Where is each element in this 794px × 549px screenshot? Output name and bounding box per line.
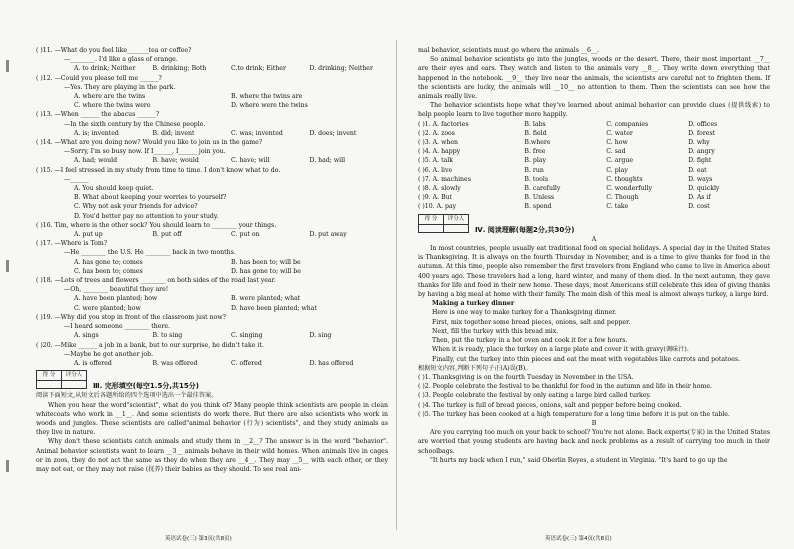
option: D. quickly xyxy=(688,185,720,193)
options xyxy=(36,304,388,313)
binding-mark xyxy=(6,460,9,472)
option: D. fight xyxy=(688,157,712,165)
option: B. play xyxy=(524,157,547,165)
option: B.where xyxy=(524,139,551,147)
option: A. to drink; Neither xyxy=(74,65,136,73)
true-false-item: ( )5. The turkey has been cooked at a high temperature for a long time before it is put on the table. xyxy=(418,410,730,418)
cloze-options xyxy=(418,120,770,212)
option: C. play xyxy=(606,166,628,174)
option: B. Unless xyxy=(524,194,555,202)
question-stem: ( )16. Tim, where is the other sock? You should learn to ________ your things. xyxy=(36,221,277,229)
option: D. had; will xyxy=(309,157,346,165)
paragraph: "It hurts my back when I run," said Oberlin Reyes, a student in Virginia. "It's hard to go up the xyxy=(430,456,728,464)
option: D. have been planted; what xyxy=(231,304,317,312)
cloze-question: ( )4. A. happy xyxy=(418,148,461,156)
paragraph: So animal behavior scientists go into the jungles, woods or the desert. There, their most important __7__ are their eyes and ears. They watch and listen to the animals very __8__. They write down everything that happened in the notebook. __9__ they live near the animals, the scientists are careful not to frighten them. If the scientists are lucky, the animals will __10__ no attention to them. Then the scientists can see how the animals really live. xyxy=(418,56,770,101)
grader-label: 评分人 xyxy=(62,371,87,381)
option: C. offered xyxy=(231,359,262,367)
cloze-question: ( )10. A. pay xyxy=(418,203,457,211)
section-header xyxy=(36,368,388,391)
grader-cell[interactable] xyxy=(444,224,469,232)
cloze-question: ( )6. A. live xyxy=(418,166,453,174)
option: A. has gone to; comes xyxy=(74,258,143,266)
question-stem: ( )14. —What are you doing now? Would you like to join us in the game? xyxy=(36,139,263,147)
cloze-option-row xyxy=(418,166,770,175)
options xyxy=(36,230,388,239)
question-stem: ( )13. —When ______ the abacus ______? xyxy=(36,111,160,119)
section-intro: 根据短文内容,判断下列句子正(A)误(B)。 xyxy=(418,364,532,372)
option: C. wonderfully xyxy=(606,185,653,193)
page-divider xyxy=(396,40,397,530)
paragraph: mal behavior, scientists must go where the animals __6__. xyxy=(418,47,600,54)
true-false-item: ( )3. People celebrate the festival by only eating a large bird called turkey. xyxy=(418,392,651,400)
option: C. companies xyxy=(606,120,649,128)
section-header xyxy=(418,212,770,235)
cloze-question: ( )2. A. zoos xyxy=(418,129,455,137)
recipe-step: Here is one way to make turkey for a Thanksgiving dinner. xyxy=(432,309,617,317)
option: C. take xyxy=(606,203,629,211)
section-intro: 阅读下面短文,从短文后各题所给的四个选项中选出一个最佳答案。 xyxy=(36,392,218,400)
option: C. argue xyxy=(606,157,633,165)
option: A. where are the twins xyxy=(74,93,146,101)
options xyxy=(36,258,388,267)
score-cell[interactable] xyxy=(419,224,444,232)
option: D. forest xyxy=(688,129,716,137)
options xyxy=(36,101,388,110)
question-stem: —He ________ the U.S. He ________ back in two months. xyxy=(64,249,236,257)
option: D. As if xyxy=(688,194,711,202)
grader-label: 评分人 xyxy=(444,214,469,224)
true-false-item: ( )2. People celebrate the festival to be thankful for food in the autumn and life in their home. xyxy=(418,383,712,391)
passage-label: B xyxy=(591,419,597,427)
question-stem: —Oh, ________ beautiful they are! xyxy=(64,286,169,294)
page-footer: 英语试卷(三) 第4页(共8页) xyxy=(545,536,612,542)
option: D. does; invent xyxy=(309,129,357,137)
option: B. field xyxy=(524,129,547,137)
option: D. sing xyxy=(309,332,332,340)
option: C. have; will xyxy=(231,157,270,165)
question-stem: ( )18. —Lots of trees and flowers ________ on both sides of the road last year. xyxy=(36,277,276,285)
option: D. drinking; Neither xyxy=(309,65,373,73)
option: C. sad xyxy=(606,148,626,156)
option: D. offices xyxy=(688,120,718,128)
question-stem: —Sorry, I'm so busy now. If I______, I______ join you. xyxy=(64,148,226,156)
true-false-item: ( )1. Thanksgiving is on the fourth Tuesday in November in the USA. xyxy=(418,373,634,381)
options xyxy=(36,156,388,165)
options xyxy=(36,359,388,368)
paragraph: When you hear the word"scientist", what do you think of? Many people think scientists are people in clean whitecoats who work in __1__. And some scientists do work there. But there are also scientists who work in woods and jungles. These scientists are called"animal behavior (行为) scientists", and they study animals as they live in nature. xyxy=(36,401,388,437)
page-footer: 英语试卷(三) 第3页(共8页) xyxy=(165,536,232,542)
option: A. is offered xyxy=(74,359,112,367)
question-stem: ( )15. —I feel stressed in my study from time to time. I don't know what to do. xyxy=(36,166,281,174)
subheading: Making a turkey dinner xyxy=(432,300,515,308)
left-page xyxy=(36,46,388,474)
option: B. spend xyxy=(524,203,552,211)
option: C.to drink; Either xyxy=(231,65,286,73)
binding-mark xyxy=(6,260,9,272)
option: C. was; invented xyxy=(231,129,283,137)
option: B. carefully xyxy=(524,185,561,193)
option: D. has offered xyxy=(309,359,354,367)
question-stem: ( )12. —Could you please tell me ______? xyxy=(36,74,162,82)
recipe-step: When it is ready, place the turkey on a large plate and cover it with gravy(调味汁). xyxy=(432,346,689,354)
paragraph: Why don't these scientists catch animals and study them in __2__? The answer is in the word "behavior". Animal behavior scientists want to learn __3__ animals behave in their wild homes. When animals live in cages or in zoos, they do not act the same as they do when they are __4__. They may __5__ with each other, or they may not eat, or they may not raise (抚养) their babies as they should. To see real ani- xyxy=(36,438,388,473)
option: D. where were the twins xyxy=(231,102,308,110)
option: D. put away xyxy=(309,231,347,239)
option: B. labs xyxy=(524,120,546,128)
recipe-step: Finally, cut the turkey into thin pieces and eat the meat with vegetables like carrots and potatoes. xyxy=(432,355,741,363)
question-stem: —In the sixth century by the Chinese people. xyxy=(64,120,206,128)
recipe-step: First, mix together some bread pieces, onions, salt and pepper. xyxy=(432,318,631,326)
option: A. sings xyxy=(74,332,99,340)
options xyxy=(36,294,388,303)
recipe-step: Then, put the turkey in a hot oven and cook it for a few hours. xyxy=(432,337,628,345)
cloze-option-row xyxy=(418,156,770,165)
recipe-step: Next, fill the turkey with this bread mix. xyxy=(432,327,559,335)
question-stem: ( )17. —Where is Tom? xyxy=(36,240,108,248)
question-stem: ( )11. —What do you feel like_______tea or coffee? xyxy=(36,47,192,54)
option: A. is; invented xyxy=(74,129,119,137)
option: C. singing xyxy=(231,332,263,340)
option: A. put up xyxy=(74,231,103,239)
paragraph: In most countries, people usually eat traditional food on special holidays. A special day in the United States is Thanksgiving. It is always on the fourth Thursday in November, and is a time to give thanks for food in the autumn. At this time, people also remember the first travelers from England who came to live in America about 400 years ago. These travelers had a long, hard winter, and many of them died. In the next autumn, they gave thanks for life and food in their new home. These days, most Americans still celebrate this idea of giving thanks by having a big meal at home with their family. The main dish of this meal is almost always turkey, a large bird. xyxy=(418,245,770,299)
option: D. cost xyxy=(688,203,710,211)
score-box xyxy=(36,370,87,389)
section-title: Ⅳ. 阅读理解(每题2分,共30分) xyxy=(475,225,575,234)
cloze-option-row xyxy=(418,120,770,129)
question-stem: —Maybe he got another job. xyxy=(64,350,154,358)
options xyxy=(36,129,388,138)
option: B. tools xyxy=(524,175,548,183)
option: C. put on xyxy=(231,231,260,239)
option: B. have; would xyxy=(152,157,199,165)
option: B. put off xyxy=(152,231,182,239)
option: B. run xyxy=(524,166,544,174)
option: A. have been planted; how xyxy=(74,295,158,303)
option: C. water xyxy=(606,129,633,137)
right-page xyxy=(418,46,770,465)
option: D. has gone to; will be xyxy=(231,267,301,275)
option: D. You'd better pay no attention to your study. xyxy=(74,212,219,220)
option: D. eat xyxy=(688,166,707,174)
score-label: 得 分 xyxy=(419,214,444,224)
cloze-question: ( )5. A. talk xyxy=(418,157,453,165)
true-false-item: ( )4. The turkey is full of bread pieces, onions, salt and pepper before being cooked. xyxy=(418,401,682,409)
binding-mark xyxy=(6,60,9,72)
option: C. were planted; how xyxy=(74,304,141,312)
cloze-option-row xyxy=(418,175,770,184)
option: B. where the twins are xyxy=(231,93,303,101)
option: C. thoughts xyxy=(606,175,643,183)
question-stem: —________. I'd like a glass of orange. xyxy=(64,56,178,64)
question-stem: —Yes. They are playing in the park. xyxy=(64,83,176,91)
cloze-option-row xyxy=(418,138,770,147)
option: B. to sing xyxy=(152,332,183,340)
section-title: Ⅲ. 完形填空(每空1.5分,共15分) xyxy=(93,382,199,391)
passage-label: A xyxy=(591,235,597,243)
paragraph: Are you carrying too much on your back to school? You're not alone. Back experts(专家) in the United States are worried that young students are having back and neck problems as a result of carrying too much in their schoolbags. xyxy=(418,429,770,455)
cloze-question: ( )1. A. factories xyxy=(418,120,469,128)
option: D. ways xyxy=(688,175,713,183)
question-stem: —______ xyxy=(64,175,89,183)
cloze-question: ( )3. A. when xyxy=(418,139,458,147)
cloze-question: ( )9. A. But xyxy=(418,194,453,202)
option: A. You should keep quiet. xyxy=(74,185,154,193)
option: C. Why not ask your friends for advice? xyxy=(74,203,198,211)
option: C. Though xyxy=(606,194,639,202)
option: D. angry xyxy=(688,148,715,156)
option: B. were planted; what xyxy=(231,295,301,303)
option: B. free xyxy=(524,148,546,156)
cloze-question: ( )7. A. machines xyxy=(418,175,471,183)
options xyxy=(36,331,388,340)
question-stem: ( )20. —Mike ______ a job in a bank, but to our surprise, he didn't take it. xyxy=(36,341,264,349)
option: B. What about keeping your worries to yourself? xyxy=(74,194,227,202)
options xyxy=(36,92,388,101)
option: C. where the twins were xyxy=(74,102,151,110)
question-stem: —I heard someone ________ there. xyxy=(64,323,171,331)
score-box xyxy=(418,214,469,233)
option: A. had; would xyxy=(74,157,118,165)
cloze-option-row xyxy=(418,202,770,211)
question-stem: ( )19. —Why did you stop in front of the classroom just now? xyxy=(36,313,226,321)
option: B. drinking; Both xyxy=(152,65,207,73)
grader-cell[interactable] xyxy=(62,381,87,389)
option: B. was offered xyxy=(152,359,198,367)
options xyxy=(36,64,388,73)
score-label: 得 分 xyxy=(37,371,62,381)
cloze-option-row xyxy=(418,147,770,156)
score-cell[interactable] xyxy=(37,381,62,389)
cloze-question: ( )8. A. slowly xyxy=(418,185,461,193)
option: B. has been to; will be xyxy=(231,258,301,266)
option: D. why xyxy=(688,139,710,147)
cloze-option-row xyxy=(418,184,770,193)
cloze-option-row xyxy=(418,129,770,138)
paragraph: The behavior scientists hope what they've learned about animal behavior can provide clues (提供线索) to help people learn to live together more happily. xyxy=(418,102,770,119)
option: C. has been to; comes xyxy=(74,267,143,275)
option: C. how xyxy=(606,139,628,147)
options xyxy=(36,267,388,276)
cloze-option-row xyxy=(418,193,770,202)
option: B. did; invent xyxy=(152,129,195,137)
